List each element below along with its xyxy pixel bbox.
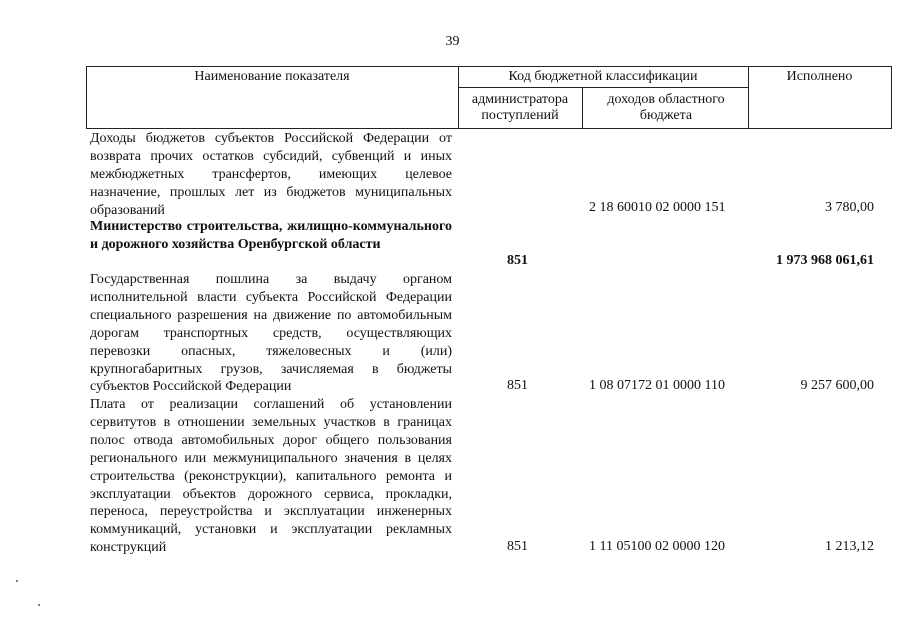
header-top-rule bbox=[86, 66, 892, 67]
table-row bbox=[0, 271, 905, 396]
income-code: 2 18 60010 02 0000 151 bbox=[589, 200, 726, 215]
table-header bbox=[86, 66, 892, 128]
income-code: 1 08 07172 01 0000 110 bbox=[589, 378, 725, 393]
table-row bbox=[0, 130, 905, 218]
admin-code: 851 bbox=[507, 539, 528, 554]
page-number: 39 bbox=[445, 34, 460, 49]
header-executed: Исполнено bbox=[786, 69, 853, 84]
scan-speck bbox=[38, 604, 40, 606]
indicator-name: Государственная пошлина за выдачу органом исполнительной власти субъекта Российской Федерации специального разрешения на движение по автомобильным дорогам транспортных средств, осуществляющих перевозки опасных, тяжеловесных и (или) крупногабаритных грузов, зачисляемая в бюджеты субъектов Российской Федерации bbox=[90, 272, 452, 395]
indicator-name: Министерство строительства, жилищно-коммунального и дорожного хозяйства Оренбургской области bbox=[90, 219, 452, 252]
header-code-group: Код бюджетной классификации bbox=[508, 69, 698, 84]
executed-amount: 9 257 600,00 bbox=[800, 378, 874, 393]
header-bottom-rule bbox=[86, 128, 892, 129]
table-body bbox=[0, 130, 905, 558]
admin-code: 851 bbox=[507, 253, 528, 268]
indicator-name: Доходы бюджетов субъектов Российской Федерации от возврата прочих остатков субсидий, субвенций и иных межбюджетных трансфертов, имеющих целевое назначение, прошлых лет из бюджетов муниципальных образований bbox=[90, 131, 452, 218]
scan-speck bbox=[16, 580, 18, 582]
header-income: доходов областного бюджета bbox=[607, 92, 725, 123]
executed-amount: 3 780,00 bbox=[825, 200, 874, 215]
header-rule-2 bbox=[582, 87, 583, 128]
income-code: 1 11 05100 02 0000 120 bbox=[589, 539, 725, 554]
indicator-name: Плата от реализации соглашений об установлении сервитутов в отношении земельных участков в границах полос отвода автомобильных дорог общего пользования регионального или межмуниципального значения в целях строительства (реконструкции), капитального ремонта и эксплуатации объектов дорожного сервиса, прокладки, переноса, переустройства и эксплуатации инженерных коммуникаций, установки и эксплуатации рекламных конструкций bbox=[90, 397, 452, 556]
admin-code: 851 bbox=[507, 378, 528, 393]
executed-amount: 1 973 968 061,61 bbox=[776, 253, 874, 268]
executed-amount: 1 213,12 bbox=[825, 539, 874, 554]
table-row bbox=[0, 218, 905, 271]
table-row bbox=[0, 396, 905, 558]
header-mid-rule bbox=[458, 87, 748, 88]
header-admin: администратора поступлений bbox=[471, 92, 569, 123]
header-name: Наименование показателя bbox=[194, 69, 350, 84]
header-right-rule bbox=[891, 66, 892, 128]
